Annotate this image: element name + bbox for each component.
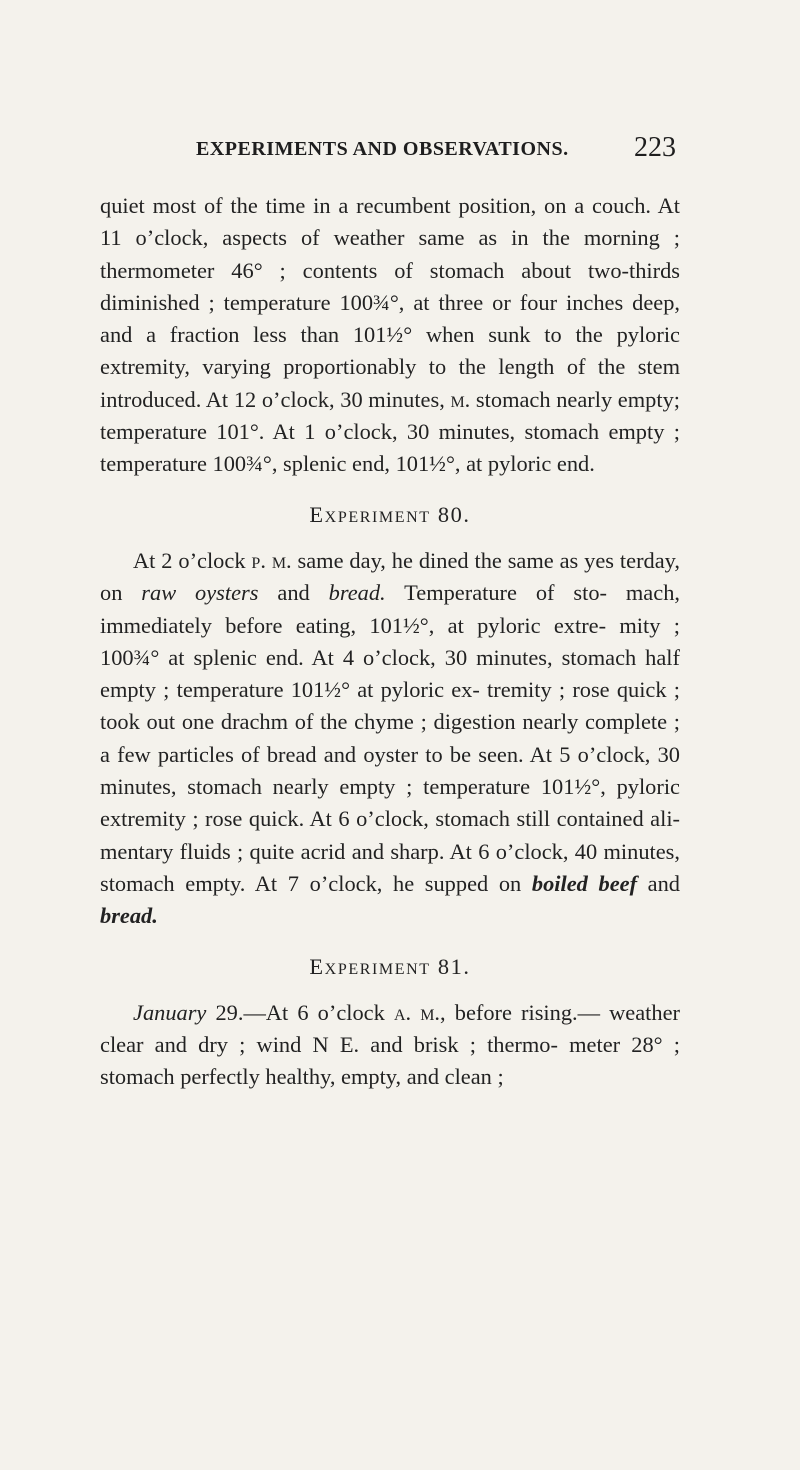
food-term: bread. <box>100 903 158 929</box>
experiment-81-paragraph <box>100 997 680 1094</box>
paragraph-continuation <box>100 190 680 481</box>
paragraph-text: quiet most of the time in a recumbent position, on a couch. At 11 o’clock, aspects of weather same as in the morning ; thermometer 46° ; contents of stomach about two-thirds diminished ; temperature 100¾°, at three or four inches deep, and a fraction less than 101½° when sunk to the pyloric extremity, varying proportionably to the length of the stem introduced. At 12 o’clock, 30 minutes, <box>100 193 680 412</box>
paragraph-text: and <box>258 580 329 606</box>
date-text: January <box>133 999 207 1025</box>
page-number: 223 <box>634 132 676 163</box>
page-header <box>196 132 676 163</box>
running-title: EXPERIMENTS AND OBSERVATIONS. <box>196 138 569 160</box>
paragraph-text: and <box>637 870 680 896</box>
experiment-81-heading: Experiment 81. <box>309 953 471 979</box>
food-term: raw oysters <box>141 580 259 606</box>
paragraph-text: At 2 o’clock <box>133 547 252 573</box>
paragraph-text: , before rising.— weather clear and dry ; wind N E. and brisk ; thermo- meter 28° ; stomach perfectly healthy, empty, and clean ; <box>100 999 680 1090</box>
paragraph-text: stomach nearly empty; temperature 101°. At 1 o’clock, 30 minutes, stomach empty ; temperature 100¾°, splenic end, 101½°, at pyloric end. <box>100 386 680 477</box>
paragraph-text: Temperature of sto- mach, immediately before eating, 101½°, at pyloric extre- mity ; 100¾° at splenic end. At 4 o’clock, 30 minutes, stomach half empty ; temperature 101½° at pyloric ex- tremity ; rose quick ; took out one drachm of the chyme ; digestion nearly complete ; a few particles of bread and oyster to be seen. At 5 o’clock, 30 minutes, stomach nearly empty ; temperature 101½°, pyloric extremity ; rose quick. At 6 o’clock, stomach still contained ali- mentary fluids ; quite acrid and sharp. At 6 o’clock, 40 minutes, stomach empty. At 7 o’clock, he supped on <box>100 580 680 896</box>
paragraph-text: 29.—At 6 o’clock <box>206 999 394 1025</box>
food-term: boiled beef <box>531 870 638 896</box>
time-abbrev: p. m. <box>251 547 292 573</box>
food-term: bread. <box>328 580 386 606</box>
paragraph-text: same day, he dined the same as yes terday, on <box>100 547 680 606</box>
experiment-80-heading: Experiment 80. <box>309 501 471 527</box>
time-abbrev: m. <box>450 386 471 412</box>
time-abbrev: a. m. <box>393 999 441 1025</box>
page-body <box>100 190 680 1094</box>
experiment-80-paragraph <box>100 545 680 933</box>
